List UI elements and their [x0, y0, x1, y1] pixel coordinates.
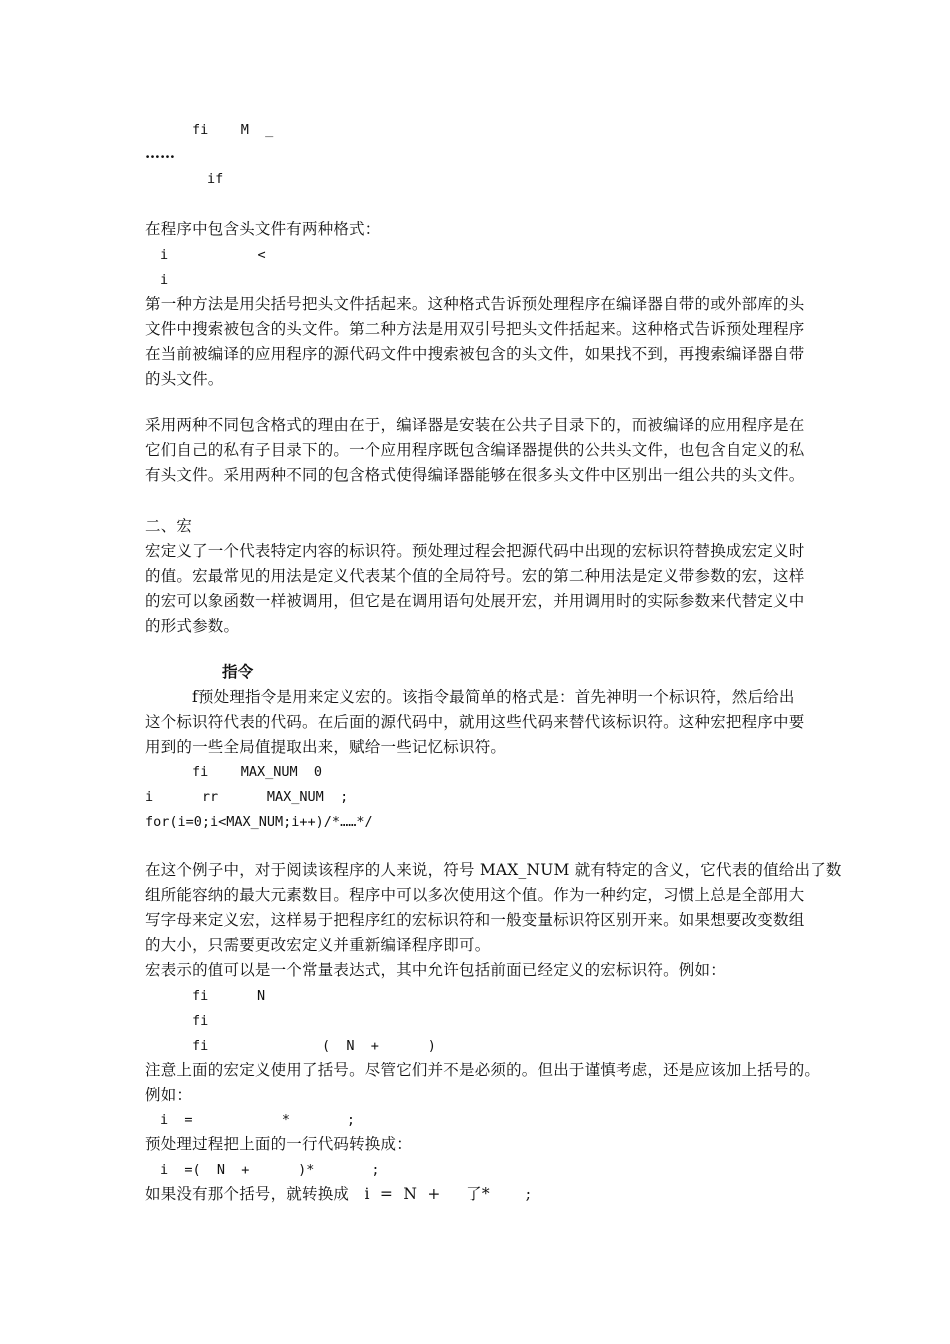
text-line: f预处理指令是用来定义宏的。该指令最简单的格式是：首先神明一个标识符，然后给出: [192, 688, 795, 706]
text-line: 宏表示的值可以是一个常量表达式，其中允许包括前面已经定义的宏标识符。例如：: [145, 961, 726, 979]
text-line: 有头文件。采用两种不同的包含格式使得编译器能够在很多头文件中区别出一组公共的头文件。: [145, 466, 805, 484]
code-line-define-3: fi ( N + ): [192, 1038, 436, 1054]
text-line: 第一种方法是用尖括号把头文件括起来。这种格式告诉预处理程序在编译器自带的或外部库的头: [145, 295, 805, 313]
text-line: 例如：: [145, 1086, 193, 1104]
text-line: 的头文件。: [145, 370, 224, 388]
code-line-for-loop: for(i=0;i<MAX_NUM;i++)/*……*/: [145, 814, 373, 830]
text-line: 在当前被编译的应用程序的源代码文件中搜索被包含的头文件，如果找不到，再搜索编译器自带: [145, 345, 805, 363]
text-line: 它们自己的私有子目录下的。一个应用程序既包含编译器提供的公共头文件，也包含自定义的私: [145, 441, 805, 459]
code-line-include-quote: i: [160, 272, 169, 288]
code-line-define-n: fi N: [192, 988, 266, 1004]
code-line-array: i rr MAX_NUM ;: [145, 789, 349, 805]
code-line-define-m: fi M _: [192, 122, 274, 138]
section-heading: 二、宏: [145, 517, 193, 535]
text-line: 组所能容纳的最大元素数目。程序中可以多次使用这个值。作为一种约定，习惯上总是全部用大: [145, 886, 805, 904]
text-line: 在这个例子中，对于阅读该程序的人来说，符号 MAX_NUM 就有特定的含义，它代表的值给出了数: [145, 861, 842, 879]
text-line: 在程序中包含头文件有两种格式：: [145, 220, 381, 238]
text-line: 的形式参数。: [145, 617, 240, 635]
text-line: 的大小，只需要更改宏定义并重新编译程序即可。: [145, 936, 491, 954]
text-line: 采用两种不同包含格式的理由在于，编译器是安装在公共子目录下的，而被编译的应用程序是在: [145, 416, 805, 434]
ellipsis-line: ……: [145, 144, 175, 162]
code-line-define-max: fi MAX_NUM 0: [192, 764, 323, 780]
text-line: 写字母来定义宏，这样易于把程序红的宏标识符和一般变量标识符区别开来。如果想要改变数组: [145, 911, 805, 929]
code-line-include-angle: i <: [160, 247, 266, 263]
text-line: 如果没有那个括号，就转换成 i = N + 了* ;: [145, 1185, 532, 1203]
text-line: 的值。宏最常见的用法是定义代表某个值的全局符号。宏的第二种用法是定义带参数的宏，这样: [145, 567, 805, 585]
code-line-endif: if: [207, 171, 224, 187]
text-line: 宏定义了一个代表特定内容的标识符。预处理过程会把源代码中出现的宏标识符替换成宏定义时: [145, 542, 805, 560]
code-line-expanded: i =( N + )* ;: [160, 1162, 380, 1178]
text-line: 这个标识符代表的代码。在后面的源代码中，就用这些代码来替代该标识符。这种宏把程序中要: [145, 713, 805, 731]
code-line-define-2: fi: [192, 1013, 209, 1029]
code-line-example: i = * ;: [160, 1112, 356, 1128]
text-line: 用到的一些全局值提取出来，赋给一些记忆标识符。: [145, 738, 507, 756]
subsection-heading: 指令: [222, 662, 254, 681]
text-line: 预处理过程把上面的一行代码转换成：: [145, 1135, 412, 1153]
text-line: 的宏可以象函数一样被调用，但它是在调用语句处展开宏，并用调用时的实际参数来代替定义中: [145, 592, 805, 610]
text-line: 注意上面的宏定义使用了括号。尽管它们并不是必须的。但出于谨慎考虑，还是应该加上括号的。: [145, 1061, 821, 1079]
text-line: 文件中搜索被包含的头文件。第二种方法是用双引号把头文件括起来。这种格式告诉预处理程序: [145, 320, 805, 338]
